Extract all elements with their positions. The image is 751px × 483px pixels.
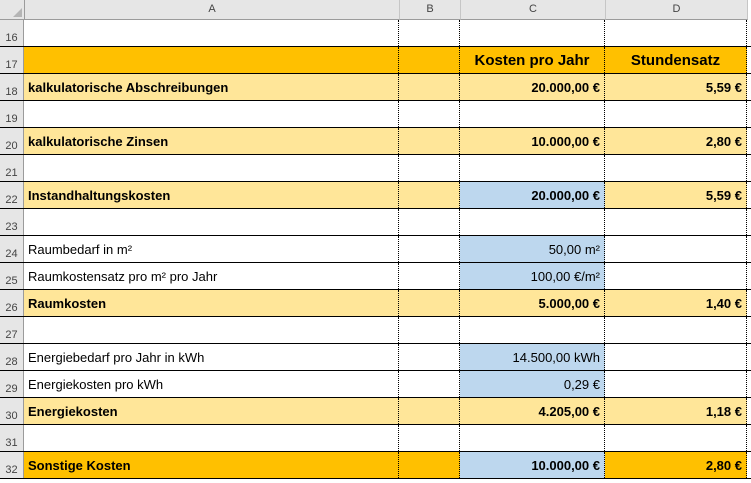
cell-d19[interactable] <box>605 101 747 127</box>
cell-c19[interactable] <box>460 101 605 127</box>
cell-d20[interactable]: 2,80 € <box>605 128 747 154</box>
cell-a21[interactable] <box>24 155 399 181</box>
row-21 <box>0 155 751 182</box>
cell-b21[interactable] <box>399 155 460 181</box>
row-header[interactable]: 28 <box>0 344 24 370</box>
column-header-b[interactable]: B <box>400 0 461 20</box>
cell-b32[interactable] <box>399 452 460 478</box>
row-20 <box>0 128 751 155</box>
row-header[interactable]: 31 <box>0 425 24 451</box>
cell-a27[interactable] <box>24 317 399 343</box>
row-header[interactable]: 29 <box>0 371 24 397</box>
cell-d22[interactable]: 5,59 € <box>605 182 747 208</box>
cell-e32[interactable] <box>747 452 751 478</box>
cell-d16[interactable] <box>605 20 747 46</box>
cell-b29[interactable] <box>399 371 460 397</box>
cell-b20[interactable] <box>399 128 460 154</box>
cell-c17[interactable]: Kosten pro Jahr <box>460 47 605 73</box>
cell-d28[interactable] <box>605 344 747 370</box>
cell-d23[interactable] <box>605 209 747 235</box>
row-32 <box>0 452 751 479</box>
row-29 <box>0 371 751 398</box>
cell-a29[interactable]: Energiekosten pro kWh <box>24 371 399 397</box>
cell-e29[interactable] <box>747 371 751 397</box>
cell-c24[interactable]: 50,00 m² <box>460 236 605 262</box>
cell-b27[interactable] <box>399 317 460 343</box>
row-31 <box>0 425 751 452</box>
cell-b26[interactable] <box>399 290 460 316</box>
select-all-corner[interactable] <box>0 0 25 20</box>
row-header[interactable]: 23 <box>0 209 24 235</box>
row-header[interactable]: 27 <box>0 317 24 343</box>
row-16 <box>0 20 751 47</box>
cell-c27[interactable] <box>460 317 605 343</box>
cell-a24[interactable]: Raumbedarf in m² <box>24 236 399 262</box>
cell-e20[interactable] <box>747 128 751 154</box>
cell-b23[interactable] <box>399 209 460 235</box>
cell-a26[interactable]: Raumkosten <box>24 290 399 316</box>
row-18 <box>0 74 751 101</box>
cell-a18[interactable]: kalkulatorische Abschreibungen <box>24 74 399 100</box>
cell-d21[interactable] <box>605 155 747 181</box>
cell-c30[interactable]: 4.205,00 € <box>460 398 605 424</box>
cell-c31[interactable] <box>460 425 605 451</box>
cell-e26[interactable] <box>747 290 751 316</box>
cell-a31[interactable] <box>24 425 399 451</box>
row-header[interactable]: 24 <box>0 236 24 262</box>
cell-e19[interactable] <box>747 101 751 127</box>
column-header-c[interactable]: C <box>461 0 606 20</box>
row-header[interactable]: 26 <box>0 290 24 316</box>
cell-c32[interactable]: 10.000,00 € <box>460 452 605 478</box>
cell-a22[interactable]: Instandhaltungskosten <box>24 182 399 208</box>
cell-b24[interactable] <box>399 236 460 262</box>
cell-e16[interactable] <box>747 20 751 46</box>
grid-rows <box>0 20 751 479</box>
cell-b16[interactable] <box>399 20 460 46</box>
cell-e23[interactable] <box>747 209 751 235</box>
cell-c22[interactable]: 20.000,00 € <box>460 182 605 208</box>
row-header[interactable]: 20 <box>0 128 24 154</box>
cell-b18[interactable] <box>399 74 460 100</box>
row-25 <box>0 263 751 290</box>
cell-d25[interactable] <box>605 263 747 289</box>
cell-a30[interactable]: Energiekosten <box>24 398 399 424</box>
cell-c26[interactable]: 5.000,00 € <box>460 290 605 316</box>
cell-d30[interactable]: 1,18 € <box>605 398 747 424</box>
cell-b22[interactable] <box>399 182 460 208</box>
cell-c18[interactable]: 20.000,00 € <box>460 74 605 100</box>
cell-b30[interactable] <box>399 398 460 424</box>
row-17 <box>0 47 751 74</box>
cell-e31[interactable] <box>747 425 751 451</box>
cell-e21[interactable] <box>747 155 751 181</box>
row-header[interactable]: 17 <box>0 47 24 73</box>
row-22 <box>0 182 751 209</box>
row-header[interactable]: 19 <box>0 101 24 127</box>
row-header[interactable]: 30 <box>0 398 24 424</box>
cell-a19[interactable] <box>24 101 399 127</box>
row-header[interactable]: 32 <box>0 452 24 478</box>
cell-b28[interactable] <box>399 344 460 370</box>
cell-a32[interactable]: Sonstige Kosten <box>24 452 399 478</box>
row-header[interactable]: 16 <box>0 20 24 46</box>
cell-d32[interactable]: 2,80 € <box>605 452 747 478</box>
cell-d18[interactable]: 5,59 € <box>605 74 747 100</box>
cell-c20[interactable]: 10.000,00 € <box>460 128 605 154</box>
cell-c28[interactable]: 14.500,00 kWh <box>460 344 605 370</box>
row-19 <box>0 101 751 128</box>
cell-d26[interactable]: 1,40 € <box>605 290 747 316</box>
cell-b17[interactable] <box>399 47 460 73</box>
cell-a25[interactable]: Raumkostensatz pro m² pro Jahr <box>24 263 399 289</box>
cell-d29[interactable] <box>605 371 747 397</box>
cell-a16[interactable] <box>24 20 399 46</box>
row-28 <box>0 344 751 371</box>
cell-a17[interactable] <box>24 47 399 73</box>
cell-b25[interactable] <box>399 263 460 289</box>
cell-c29[interactable]: 0,29 € <box>460 371 605 397</box>
cell-e18[interactable] <box>747 74 751 100</box>
cell-e28[interactable] <box>747 344 751 370</box>
row-24 <box>0 236 751 263</box>
cell-b31[interactable] <box>399 425 460 451</box>
cell-a20[interactable]: kalkulatorische Zinsen <box>24 128 399 154</box>
cell-e27[interactable] <box>747 317 751 343</box>
cell-c21[interactable] <box>460 155 605 181</box>
cell-e25[interactable] <box>747 263 751 289</box>
cell-d31[interactable] <box>605 425 747 451</box>
cell-d17[interactable]: Stundensatz <box>605 47 747 73</box>
column-header-a[interactable]: A <box>25 0 400 20</box>
column-header-d[interactable]: D <box>606 0 748 20</box>
cell-e30[interactable] <box>747 398 751 424</box>
cell-e17[interactable] <box>747 47 751 73</box>
row-27 <box>0 317 751 344</box>
cell-e24[interactable] <box>747 236 751 262</box>
row-header[interactable]: 18 <box>0 74 24 100</box>
row-26 <box>0 290 751 317</box>
cell-e22[interactable] <box>747 182 751 208</box>
cell-d27[interactable] <box>605 317 747 343</box>
cell-c25[interactable]: 100,00 €/m² <box>460 263 605 289</box>
cell-c16[interactable] <box>460 20 605 46</box>
cell-a23[interactable] <box>24 209 399 235</box>
cell-a28[interactable]: Energiebedarf pro Jahr in kWh <box>24 344 399 370</box>
cell-c23[interactable] <box>460 209 605 235</box>
row-23 <box>0 209 751 236</box>
row-header[interactable]: 21 <box>0 155 24 181</box>
row-header[interactable]: 22 <box>0 182 24 208</box>
row-30 <box>0 398 751 425</box>
cell-d24[interactable] <box>605 236 747 262</box>
column-headers <box>25 0 748 20</box>
cell-b19[interactable] <box>399 101 460 127</box>
row-header[interactable]: 25 <box>0 263 24 289</box>
